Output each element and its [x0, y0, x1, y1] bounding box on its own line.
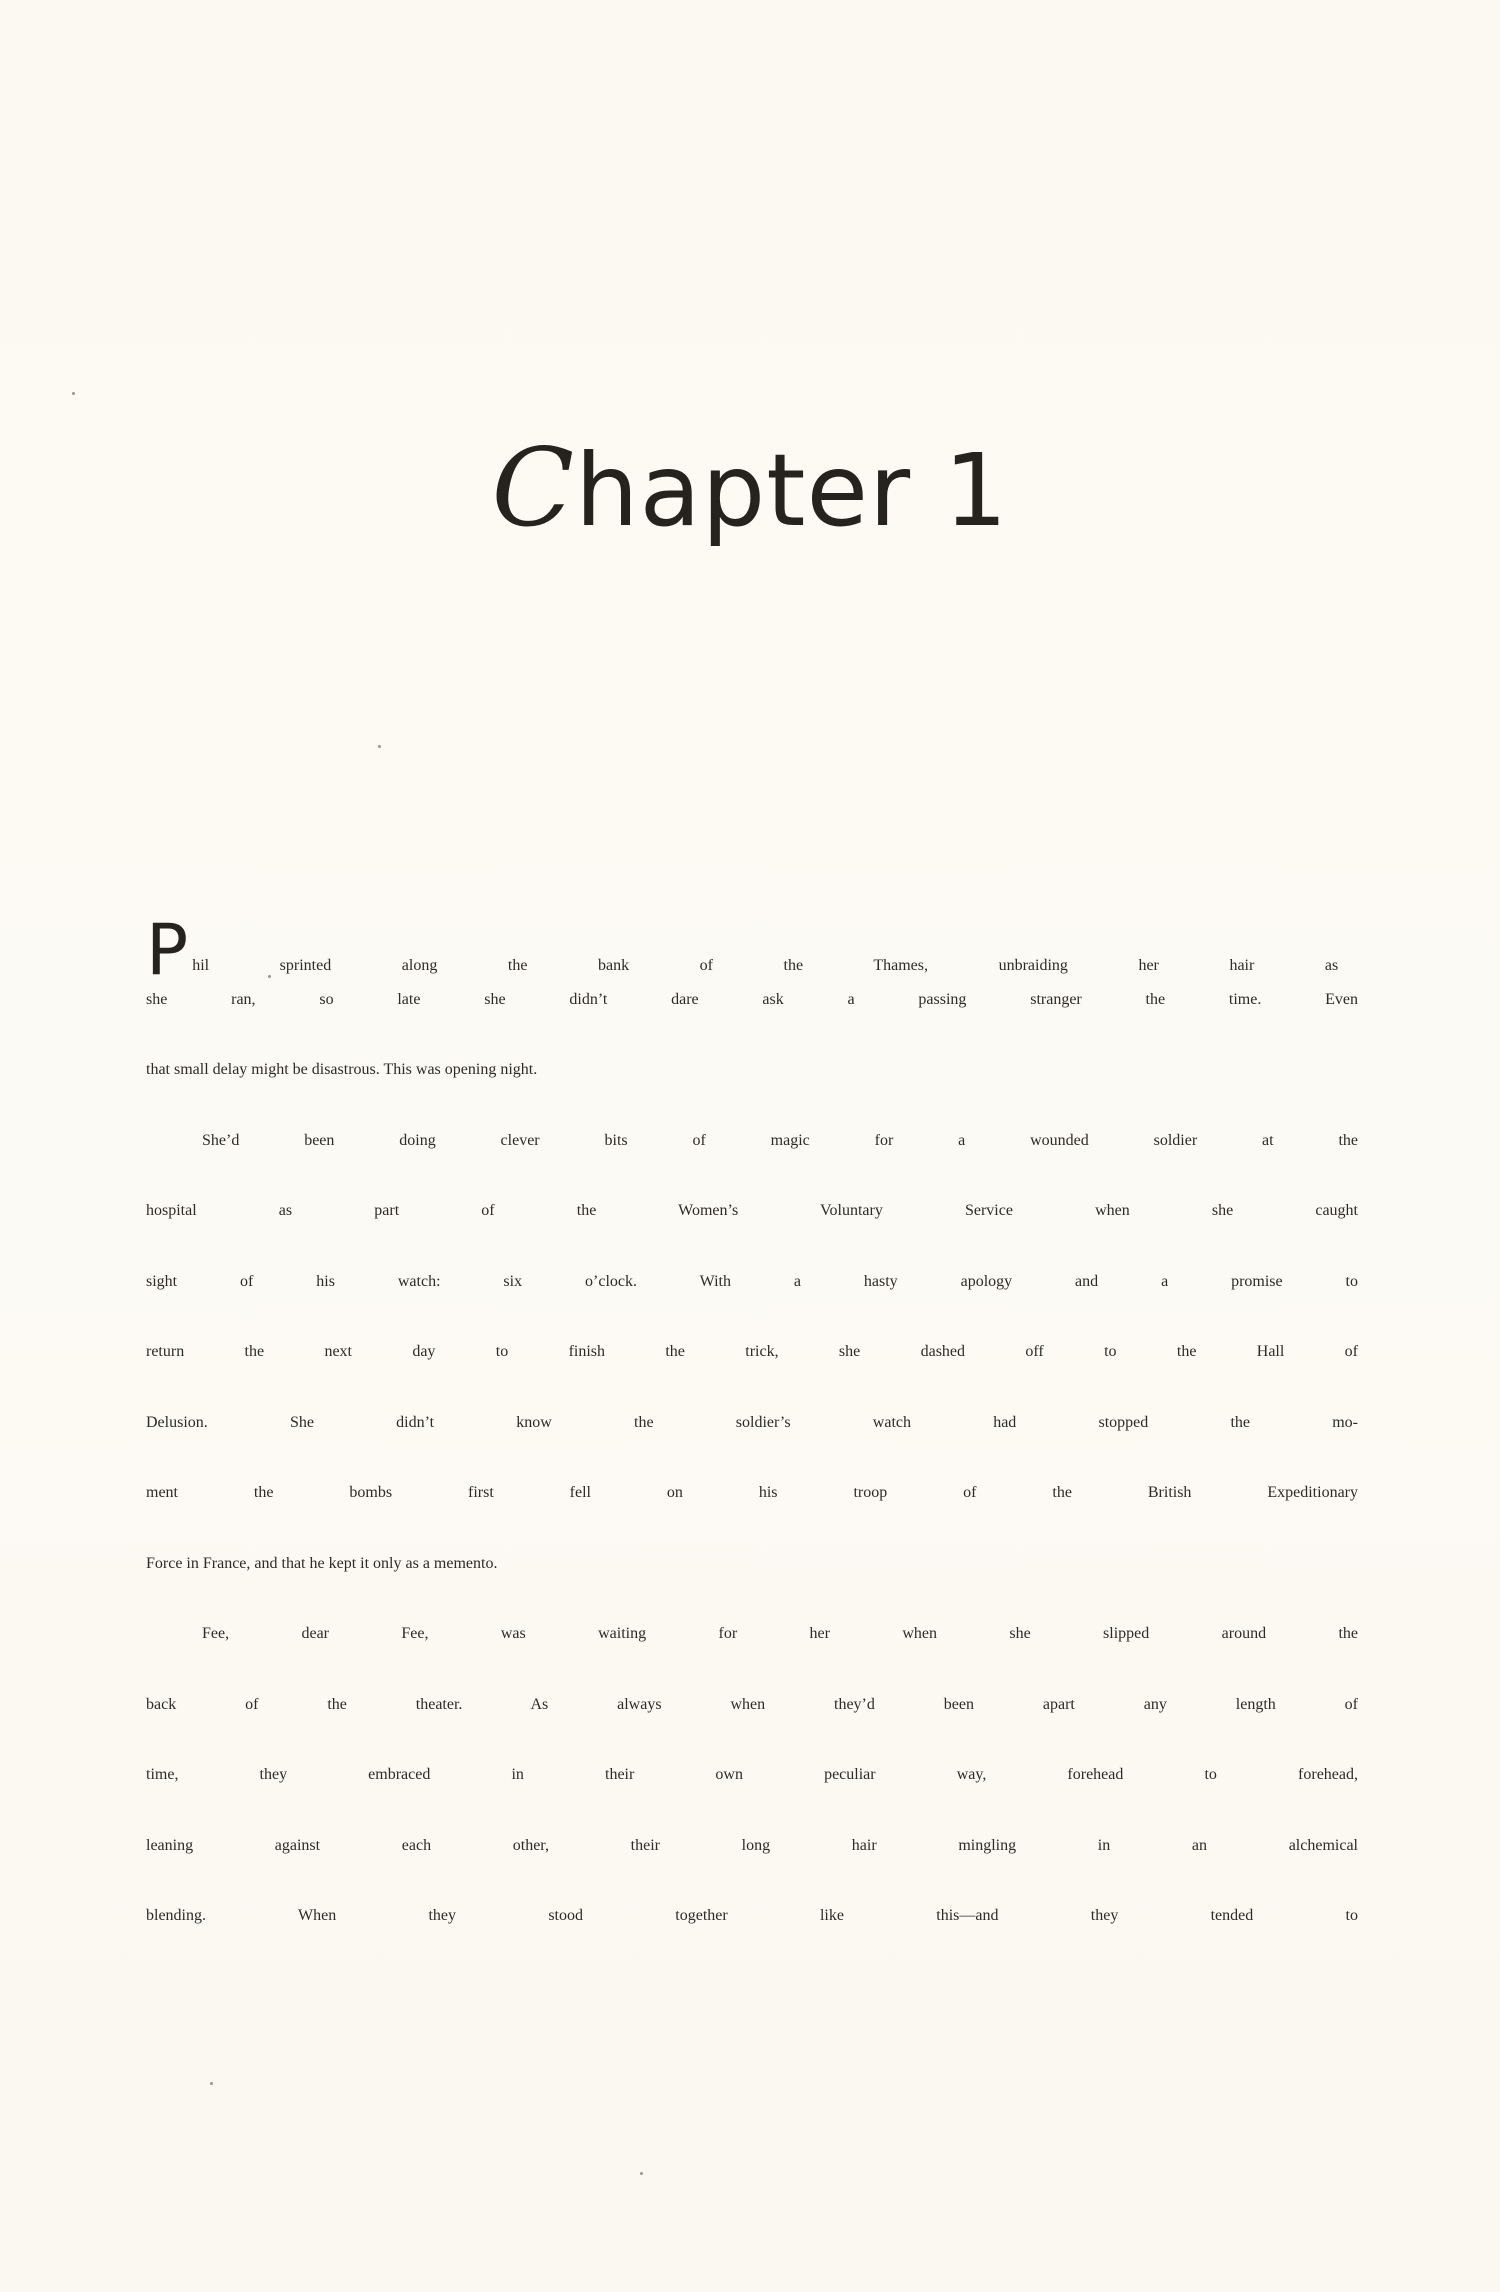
- paper-speck: [72, 392, 75, 395]
- text-line-content: hil sprinted along the bank of the Thames, unbraiding her hair as: [192, 957, 1339, 974]
- chapter-body: [146, 909, 1358, 1978]
- text-line: blending. When they stood together like this—and they tended to: [146, 1907, 1358, 1924]
- text-line: leaning against each other, their long hair mingling in an alchemical: [146, 1836, 1358, 1854]
- paragraph-2: [146, 1132, 1358, 1626]
- chapter-heading-initial: C: [491, 426, 576, 551]
- drop-cap: P: [146, 909, 189, 991]
- chapter-heading: [0, 426, 1500, 551]
- text-line: She’d been doing clever bits of magic for a wounded soldier at the: [202, 1131, 1358, 1149]
- text-line: Force in France, and that he kept it only as a memento.: [146, 1554, 498, 1572]
- text-line: time, they embraced in their own peculiar way, forehead to forehead,: [146, 1766, 1358, 1783]
- chapter-heading-rest: hapter 1: [575, 432, 1009, 549]
- paragraph-3: [146, 1625, 1358, 1978]
- text-line: sight of his watch: six o’clock. With a hasty apology and a promise to: [146, 1272, 1358, 1290]
- text-line: return the next day to finish the trick, she dashed off to the Hall of: [146, 1343, 1358, 1360]
- text-line: [146, 909, 1358, 991]
- text-line: that small delay might be disastrous. This was opening night.: [146, 1061, 538, 1078]
- text-line: Fee, dear Fee, was waiting for her when she slipped around the: [202, 1625, 1358, 1642]
- text-line: Delusion. She didn’t know the soldier’s watch had stopped the mo-: [146, 1413, 1358, 1431]
- paragraph-1: [146, 909, 1358, 1132]
- paper-speck: [378, 745, 381, 748]
- text-line: hospital as part of the Women’s Voluntary Service when she caught: [146, 1202, 1358, 1219]
- text-line: ment the bombs first fell on his troop of the British Expeditionary: [146, 1484, 1358, 1501]
- text-line: back of the theater. As always when they’d been apart any length of: [146, 1695, 1358, 1713]
- paper-speck: [640, 2172, 643, 2175]
- text-line: she ran, so late she didn’t dare ask a passing stranger the time. Even: [146, 990, 1358, 1008]
- paper-speck: [268, 975, 271, 978]
- paper-speck: [210, 2082, 213, 2085]
